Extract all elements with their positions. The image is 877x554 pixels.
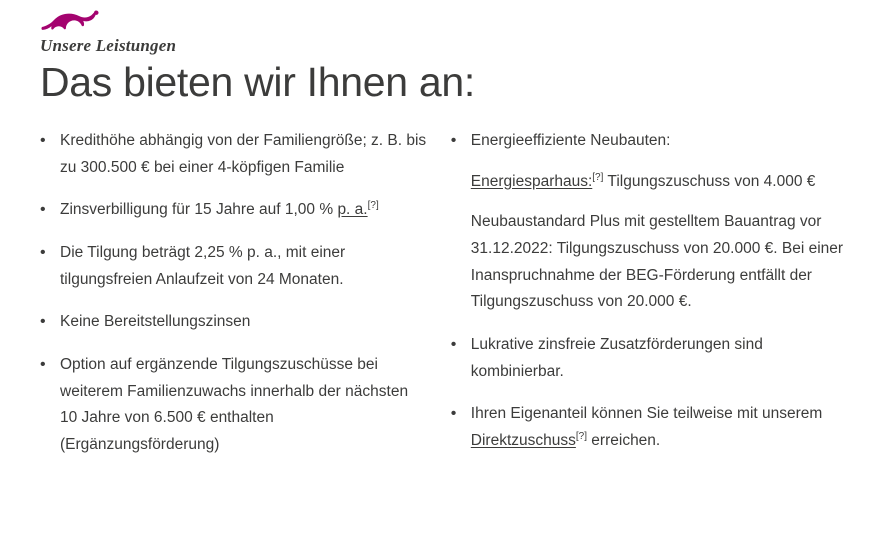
list-item [38,352,427,459]
eyebrow-text: Unsere Leistungen [40,36,177,55]
list-item [38,128,427,181]
footnote-marker[interactable]: [?] [592,171,604,183]
glossary-link-pa[interactable]: p. a. [337,201,368,219]
list-item [38,309,427,336]
footnote-marker[interactable]: [?] [575,430,587,442]
list-item [449,332,857,385]
list-item [449,401,857,454]
list-item-text: Lukrative zinsfreie Zusatzförderungen sind kombinierbar. [470,335,763,380]
content-columns [38,128,857,475]
left-column [38,128,427,475]
list-item-text: Option auf ergänzende Tilgungszuschüsse bei weiterem Familienzuwachs innerhalb der nächsten 10 Jahre von 6.500 € enthalten (Ergänzungsförderung) [60,355,409,453]
glossary-link-energiesparhaus[interactable]: Energiesparhaus: [470,172,593,190]
right-column [449,128,857,471]
list-item-subentry [471,169,857,196]
benefits-list-left [38,128,427,459]
list-item-text: Die Tilgung beträgt 2,25 % p. a., mit einer tilgungsfreien Anlaufzeit von 24 Monaten. [60,243,346,288]
list-item [38,240,427,293]
list-item [449,128,857,316]
list-item-text-suffix: erreichen. [587,431,661,449]
page-title: Das bieten wir Ihnen an: [40,59,475,105]
list-item-text: Keine Bereitstellungszinsen [60,313,251,331]
list-item-text-prefix: Ihren Eigenanteil können Sie teilweise mit unserem [470,405,823,423]
glossary-link-direktzuschuss[interactable]: Direktzuschuss [470,431,576,449]
benefits-list-right [449,128,857,455]
list-item-text-prefix: Zinsverbilligung für 15 Jahre auf 1,00 % [60,201,338,219]
list-item-text: Kredithöhe abhängig von der Familiengröße; z. B. bis zu 300.500 € bei einer 4-köpfigen Familie [60,131,427,176]
list-item-paragraph: Neubaustandard Plus mit gestelltem Bauantrag vor 31.12.2022: Tilgungszuschuss von 20.000 €. Bei einer Inanspruchnahme der BEG-Förderung entfällt der Tilgungszuschuss von 20.000 €. [470,213,844,311]
list-item-subentry-suffix: Tilgungszuschuss von 4.000 € [603,172,816,190]
footnote-marker[interactable]: [?] [367,200,379,212]
list-item [38,197,427,224]
lion-logo [40,8,100,34]
list-item-intro: • Energieeffiziente Neubauten: [470,131,671,149]
